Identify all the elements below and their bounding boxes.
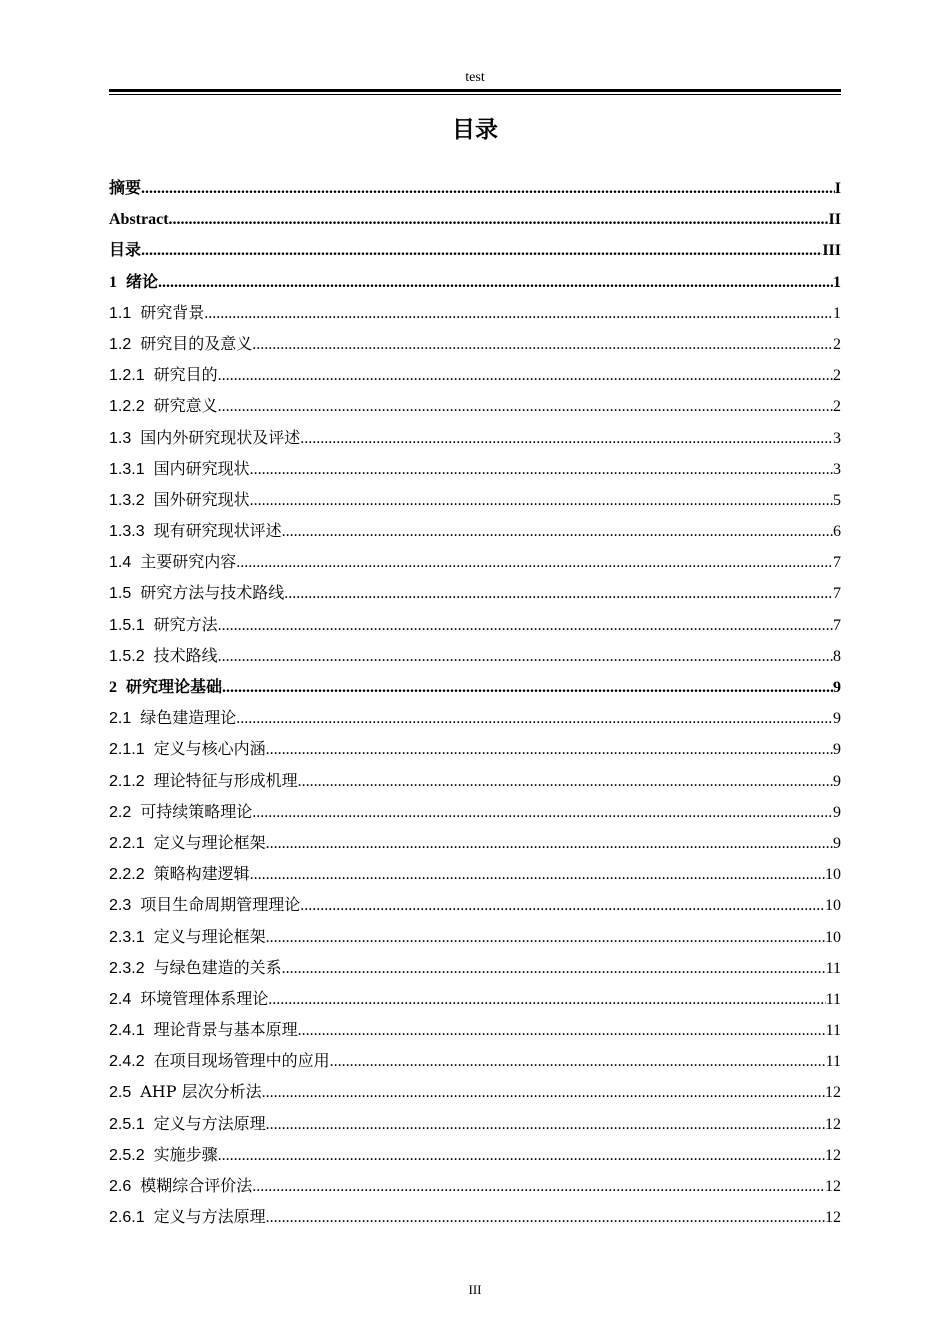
page-number-footer: III — [468, 1282, 482, 1297]
toc-entry-text: 国外研究现状 — [153, 489, 250, 509]
toc-entry-title — [109, 266, 158, 298]
toc-entry-page: II — [828, 211, 841, 229]
toc-entry[interactable] — [109, 234, 841, 265]
toc-entry-title — [109, 515, 282, 547]
toc-leader-dots — [169, 203, 829, 235]
toc-entry-text: AHP 层次分析法 — [140, 1082, 262, 1102]
toc-entry-text: 定义与核心内涵 — [153, 739, 266, 759]
toc-entry-number: 2.3 — [109, 897, 132, 915]
toc-entry-page: 7 — [833, 616, 841, 634]
toc-entry[interactable] — [109, 1139, 841, 1170]
toc-entry-title — [109, 172, 141, 203]
toc-entry-text: 研究目的及意义 — [140, 333, 253, 353]
toc-entry-page: 11 — [825, 1022, 841, 1040]
toc-leader-dots — [250, 484, 833, 516]
toc-leader-dots — [250, 858, 825, 890]
toc-entry-text: 定义与理论框架 — [153, 832, 266, 852]
toc-entry[interactable] — [109, 609, 841, 640]
toc-entry-page: 10 — [825, 866, 841, 884]
toc-leader-dots — [218, 1139, 825, 1171]
toc-entry-title — [109, 1170, 252, 1202]
toc-entry-page: 5 — [833, 491, 841, 509]
toc-leader-dots — [298, 1014, 826, 1046]
toc-entry-text: 研究背景 — [140, 302, 205, 322]
toc-entry[interactable] — [109, 765, 841, 796]
toc-entry-number: 2.1 — [109, 710, 132, 728]
toc-entry-text: 策略构建逻辑 — [153, 864, 250, 884]
toc-leader-dots — [250, 453, 833, 485]
toc-leader-dots — [262, 1076, 825, 1108]
toc-entry[interactable] — [109, 1045, 841, 1076]
toc-leader-dots — [204, 297, 833, 329]
toc-entry-text: 目录 — [109, 240, 142, 260]
toc-entry[interactable] — [109, 390, 841, 421]
toc-entry[interactable] — [109, 921, 841, 952]
toc-entry-title — [109, 359, 218, 391]
toc-leader-dots — [236, 702, 833, 734]
toc-leader-dots — [252, 796, 833, 828]
toc-list — [109, 172, 841, 1232]
toc-leader-dots — [252, 328, 833, 360]
toc-leader-dots — [236, 546, 833, 578]
toc-entry-number: 2.6.1 — [109, 1209, 145, 1227]
toc-entry[interactable] — [109, 671, 841, 702]
toc-entry-text: 与绿色建造的关系 — [153, 957, 282, 977]
toc-entry-title — [109, 234, 141, 265]
toc-entry-number: 2.4 — [109, 990, 132, 1008]
toc-entry[interactable] — [109, 328, 841, 359]
toc-entry[interactable] — [109, 640, 841, 671]
toc-entry-number: 1.5 — [109, 585, 132, 603]
toc-entry-title — [109, 796, 252, 828]
toc-entry-number: 1.5.2 — [109, 647, 145, 665]
toc-entry-page: 12 — [825, 1178, 841, 1195]
toc-entry-number: 1.5.1 — [109, 616, 145, 634]
toc-entry-number: 1.4 — [109, 554, 132, 572]
toc-entry-text: 定义与理论框架 — [153, 926, 266, 946]
toc-entry-page: I — [834, 180, 841, 197]
toc-entry-page: 9 — [833, 679, 841, 696]
toc-entry-title — [109, 484, 250, 516]
toc-entry-title — [109, 1108, 266, 1140]
toc-entry-number: 1.3.2 — [109, 491, 145, 509]
toc-entry-title — [109, 702, 236, 734]
toc-leader-dots — [282, 515, 833, 547]
toc-entry[interactable] — [109, 702, 841, 733]
toc-entry-title — [109, 1014, 298, 1046]
toc-entry-title — [109, 640, 218, 672]
toc-entry-text: 定义与方法原理 — [153, 1113, 266, 1133]
toc-leader-dots — [222, 671, 833, 703]
toc-entry-number: 1.1 — [109, 304, 132, 322]
toc-entry-page: 9 — [833, 772, 841, 790]
toc-entry-page: 3 — [833, 460, 841, 478]
toc-entry-title — [109, 983, 268, 1015]
toc-leader-dots — [141, 234, 822, 266]
toc-entry-title — [109, 952, 282, 984]
toc-entry-text: 实施步骤 — [153, 1144, 218, 1164]
toc-entry-number: 1 — [109, 273, 117, 291]
toc-entry-title — [109, 889, 300, 921]
toc-entry[interactable] — [109, 577, 841, 608]
toc-entry-text: 研究目的 — [153, 365, 218, 385]
toc-entry-number: 1.2.2 — [109, 398, 145, 416]
toc-leader-dots — [266, 827, 833, 859]
toc-leader-dots — [266, 733, 833, 765]
toc-entry-page: 12 — [825, 1209, 841, 1227]
toc-leader-dots — [252, 1170, 825, 1202]
toc-entry-page: 12 — [825, 1115, 841, 1133]
toc-entry-page: 2 — [833, 398, 841, 416]
toc-entry-page: 11 — [825, 959, 841, 977]
toc-entry-number: 1.3 — [109, 429, 132, 447]
toc-entry-page: 7 — [833, 554, 841, 572]
toc-leader-dots — [266, 921, 825, 953]
toc-entry[interactable] — [109, 733, 841, 764]
toc-entry-title — [109, 827, 266, 859]
toc-entry-text: 研究方法 — [153, 614, 218, 634]
toc-entry-number: 2.2 — [109, 803, 132, 821]
toc-entry-text: 定义与方法原理 — [153, 1207, 266, 1227]
toc-entry-title — [109, 671, 222, 703]
toc-leader-dots — [158, 266, 833, 298]
toc-entry[interactable] — [109, 983, 841, 1014]
toc-entry-text: 主要研究内容 — [140, 552, 237, 572]
toc-entry-number: 2.5.1 — [109, 1115, 145, 1133]
toc-entry-number: 2.3.2 — [109, 959, 145, 977]
toc-leader-dots — [141, 172, 835, 204]
toc-entry-number: 1.3.3 — [109, 523, 145, 541]
toc-leader-dots — [300, 422, 833, 454]
toc-entry-text: 国内研究现状 — [153, 458, 250, 478]
toc-entry-page: 1 — [833, 304, 841, 322]
toc-entry-text: 研究方法与技术路线 — [140, 583, 285, 603]
toc-leader-dots — [218, 609, 833, 641]
toc-leader-dots — [266, 1201, 825, 1233]
header-rule-thick — [109, 89, 841, 92]
toc-entry-title — [109, 921, 266, 953]
toc-entry-page: 9 — [833, 803, 841, 821]
toc-entry-page: 8 — [833, 647, 841, 665]
toc-leader-dots — [284, 577, 833, 609]
toc-entry-text: 理论背景与基本原理 — [153, 1020, 298, 1040]
toc-entry[interactable] — [109, 858, 841, 889]
toc-entry-page: 9 — [833, 710, 841, 728]
toc-entry-text: 现有研究现状评述 — [153, 521, 282, 541]
toc-entry-number: 2.2.2 — [109, 866, 145, 884]
toc-entry[interactable] — [109, 1201, 841, 1232]
toc-entry-text: 可持续策略理论 — [140, 801, 253, 821]
toc-entry-text: 摘要 — [109, 178, 142, 197]
page-header-text: test — [465, 70, 485, 85]
toc-entry-text: 在项目现场管理中的应用 — [153, 1051, 330, 1071]
toc-entry[interactable] — [109, 889, 841, 920]
toc-entry-number: 2.3.1 — [109, 928, 145, 946]
toc-entry-page: 2 — [833, 367, 841, 385]
toc-entry[interactable] — [109, 422, 841, 453]
toc-entry-page: 6 — [833, 523, 841, 541]
toc-entry-page: 2 — [833, 335, 841, 353]
toc-leader-dots — [266, 1108, 825, 1140]
toc-entry-text: 绪论 — [126, 271, 159, 291]
toc-entry-text: 国内外研究现状及评述 — [140, 427, 301, 447]
toc-leader-dots — [268, 983, 825, 1015]
toc-entry-title — [109, 858, 250, 890]
toc-entry-page: III — [822, 242, 841, 260]
toc-leader-dots — [218, 390, 833, 422]
toc-entry-number: 2.5 — [109, 1084, 132, 1102]
toc-entry-page: 11 — [825, 1053, 841, 1071]
toc-entry-title — [109, 1076, 262, 1108]
toc-entry-title — [109, 328, 252, 360]
toc-entry[interactable] — [109, 827, 841, 858]
toc-entry-page: 7 — [833, 585, 841, 603]
toc-leader-dots — [218, 640, 833, 672]
toc-entry-number: 2.1.2 — [109, 772, 145, 790]
toc-entry-title — [109, 577, 284, 609]
toc-entry-page: 9 — [833, 741, 841, 759]
toc-entry-number: 2.4.1 — [109, 1022, 145, 1040]
toc-entry[interactable] — [109, 359, 841, 390]
toc-entry-page: 10 — [825, 897, 841, 915]
toc-entry[interactable] — [109, 172, 841, 203]
toc-leader-dots — [300, 889, 825, 921]
toc-entry[interactable] — [109, 297, 841, 328]
toc-entry-number: 1.2.1 — [109, 367, 145, 385]
toc-entry[interactable] — [109, 515, 841, 546]
toc-entry-number: 2.2.1 — [109, 834, 145, 852]
toc-entry-number: 2.5.2 — [109, 1146, 145, 1164]
toc-entry[interactable] — [109, 203, 841, 234]
toc-entry-title — [109, 204, 169, 235]
toc-entry-page: 1 — [833, 273, 841, 291]
toc-entry-text: 技术路线 — [153, 645, 218, 665]
header-rule-thin — [109, 94, 841, 95]
toc-entry-title — [109, 733, 266, 765]
toc-entry[interactable] — [109, 546, 841, 577]
toc-entry-text: 研究理论基础 — [126, 677, 223, 696]
toc-entry[interactable] — [109, 1014, 841, 1045]
toc-entry-number: 2.6 — [109, 1178, 132, 1195]
toc-entry-number: 1.3.1 — [109, 460, 145, 478]
toc-entry-page: 12 — [825, 1146, 841, 1164]
toc-entry-page: 9 — [833, 834, 841, 852]
toc-entry-number: 2.4.2 — [109, 1053, 145, 1071]
toc-title: 目录 — [452, 117, 498, 143]
toc-entry-page: 12 — [825, 1084, 841, 1102]
toc-entry[interactable] — [109, 952, 841, 983]
toc-entry[interactable] — [109, 266, 841, 297]
toc-entry-title — [109, 390, 218, 422]
toc-entry-title — [109, 546, 236, 578]
toc-entry[interactable] — [109, 796, 841, 827]
toc-entry-text: 模糊综合评价法 — [140, 1176, 253, 1195]
toc-entry-title — [109, 1201, 266, 1233]
toc-entry-page: 11 — [825, 990, 841, 1008]
toc-entry-title — [109, 765, 298, 797]
toc-entry-title — [109, 1139, 218, 1171]
toc-entry-text: 绿色建造理论 — [140, 708, 237, 728]
toc-entry-text: 理论特征与形成机理 — [153, 770, 298, 790]
toc-entry-text: Abstract — [109, 211, 169, 229]
toc-entry-number: 2 — [109, 679, 117, 696]
toc-entry[interactable] — [109, 1170, 841, 1201]
toc-entry[interactable] — [109, 453, 841, 484]
toc-entry-title — [109, 422, 300, 454]
toc-entry-number: 1.2 — [109, 335, 132, 353]
toc-entry-text: 研究意义 — [153, 396, 218, 416]
toc-leader-dots — [218, 359, 833, 391]
toc-entry-number: 2.1.1 — [109, 741, 145, 759]
toc-entry-page: 3 — [833, 429, 841, 447]
toc-leader-dots — [282, 952, 826, 984]
toc-entry[interactable] — [109, 484, 841, 515]
toc-entry-title — [109, 609, 218, 641]
toc-leader-dots — [298, 765, 833, 797]
toc-entry-title — [109, 1045, 330, 1077]
toc-entry[interactable] — [109, 1076, 841, 1107]
toc-entry-page: 10 — [825, 928, 841, 946]
toc-entry-title — [109, 297, 204, 329]
toc-entry[interactable] — [109, 1108, 841, 1139]
toc-entry-title — [109, 453, 250, 485]
toc-entry-text: 项目生命周期管理理论 — [140, 895, 301, 915]
toc-leader-dots — [330, 1045, 826, 1077]
toc-entry-text: 环境管理体系理论 — [140, 988, 269, 1008]
